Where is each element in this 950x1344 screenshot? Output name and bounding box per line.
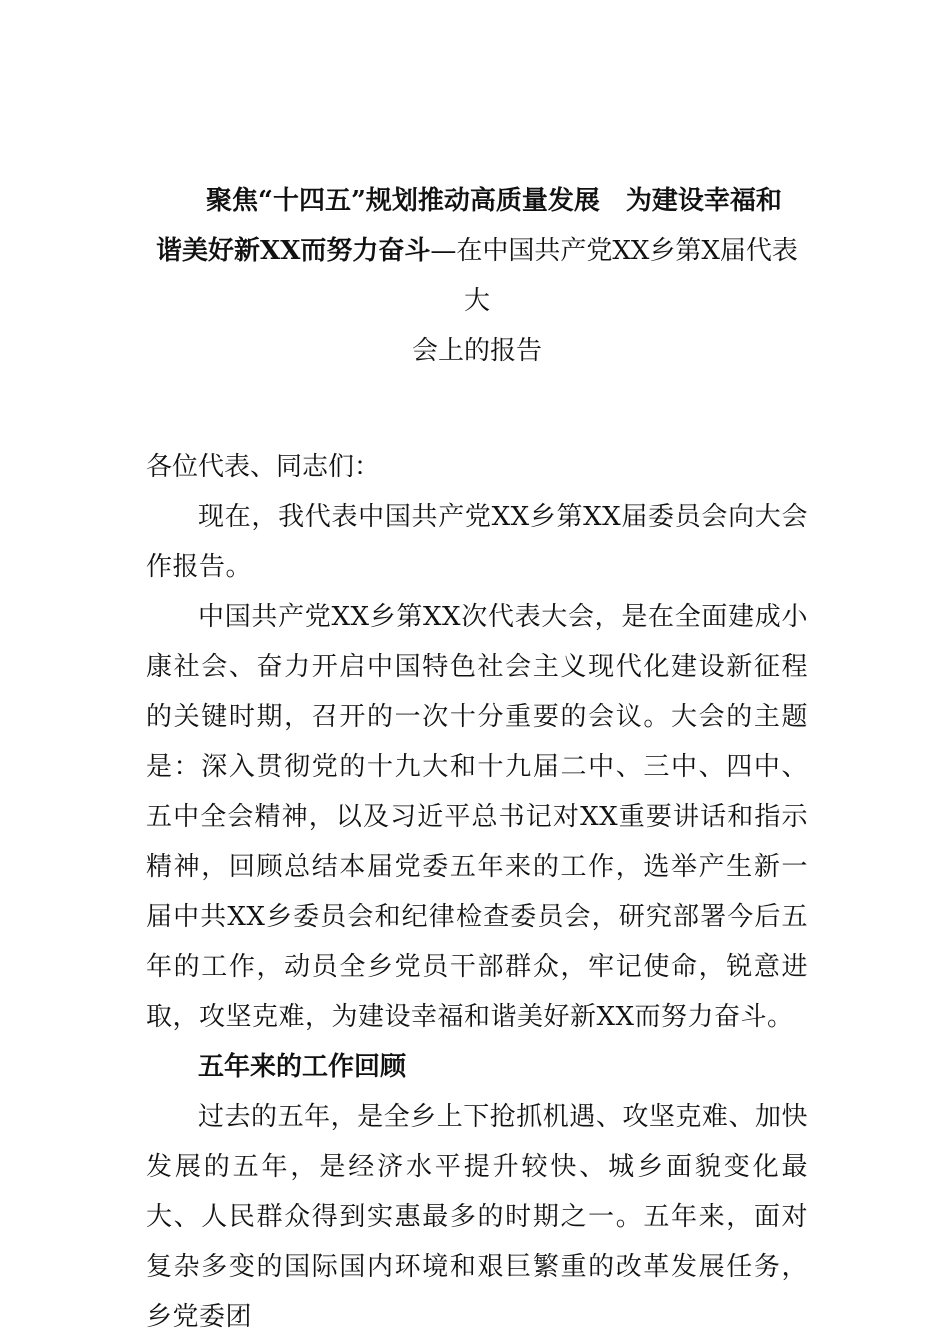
title-line-2-bold: 谐美好新XX而努力奋斗 bbox=[156, 236, 431, 266]
document-title bbox=[146, 176, 808, 376]
paragraph-1: 现在，我代表中国共产党XX乡第XX届委员会向大会作报告。 bbox=[146, 502, 808, 582]
title-line-3: 会上的报告 bbox=[411, 336, 542, 366]
title-line-2 bbox=[146, 226, 808, 326]
document-page bbox=[146, 176, 808, 1342]
title-line-1: 聚焦“十四五”规划推动高质量发展 为建设幸福和 bbox=[206, 186, 782, 216]
title-line-2-rest: —在中国共产党XX乡第X届代表大 bbox=[430, 236, 798, 316]
salutation: 各位代表、同志们： bbox=[146, 452, 381, 482]
paragraph-2: 中国共产党XX乡第XX次代表大会，是在全面建成小康社会、奋力开启中国特色社会主义现代化建设新征程的关键时期，召开的一次十分重要的会议。大会的主题是：深入贯彻党的十九大和十九届二中、三中、四中、五中全会精神，以及习近平总书记对XX重要讲话和指示精神，回顾总结本届党委五年来的工作，选举产生新一届中共XX乡委员会和纪律检查委员会，研究部署今后五年的工作，动员全乡党员干部群众，牢记使命，锐意进取，攻坚克难，为建设幸福和谐美好新XX而努力奋斗。 bbox=[146, 602, 808, 1032]
section-paragraph: 过去的五年，是全乡上下抢抓机遇、攻坚克难、加快发展的五年，是经济水平提升较快、城乡面貌变化最大、人民群众得到实惠最多的时期之一。五年来，面对复杂多变的国际国内环境和艰巨繁重的改革发展任务，乡党委团 bbox=[146, 1102, 808, 1332]
section-heading: 五年来的工作回顾 bbox=[198, 1052, 407, 1082]
